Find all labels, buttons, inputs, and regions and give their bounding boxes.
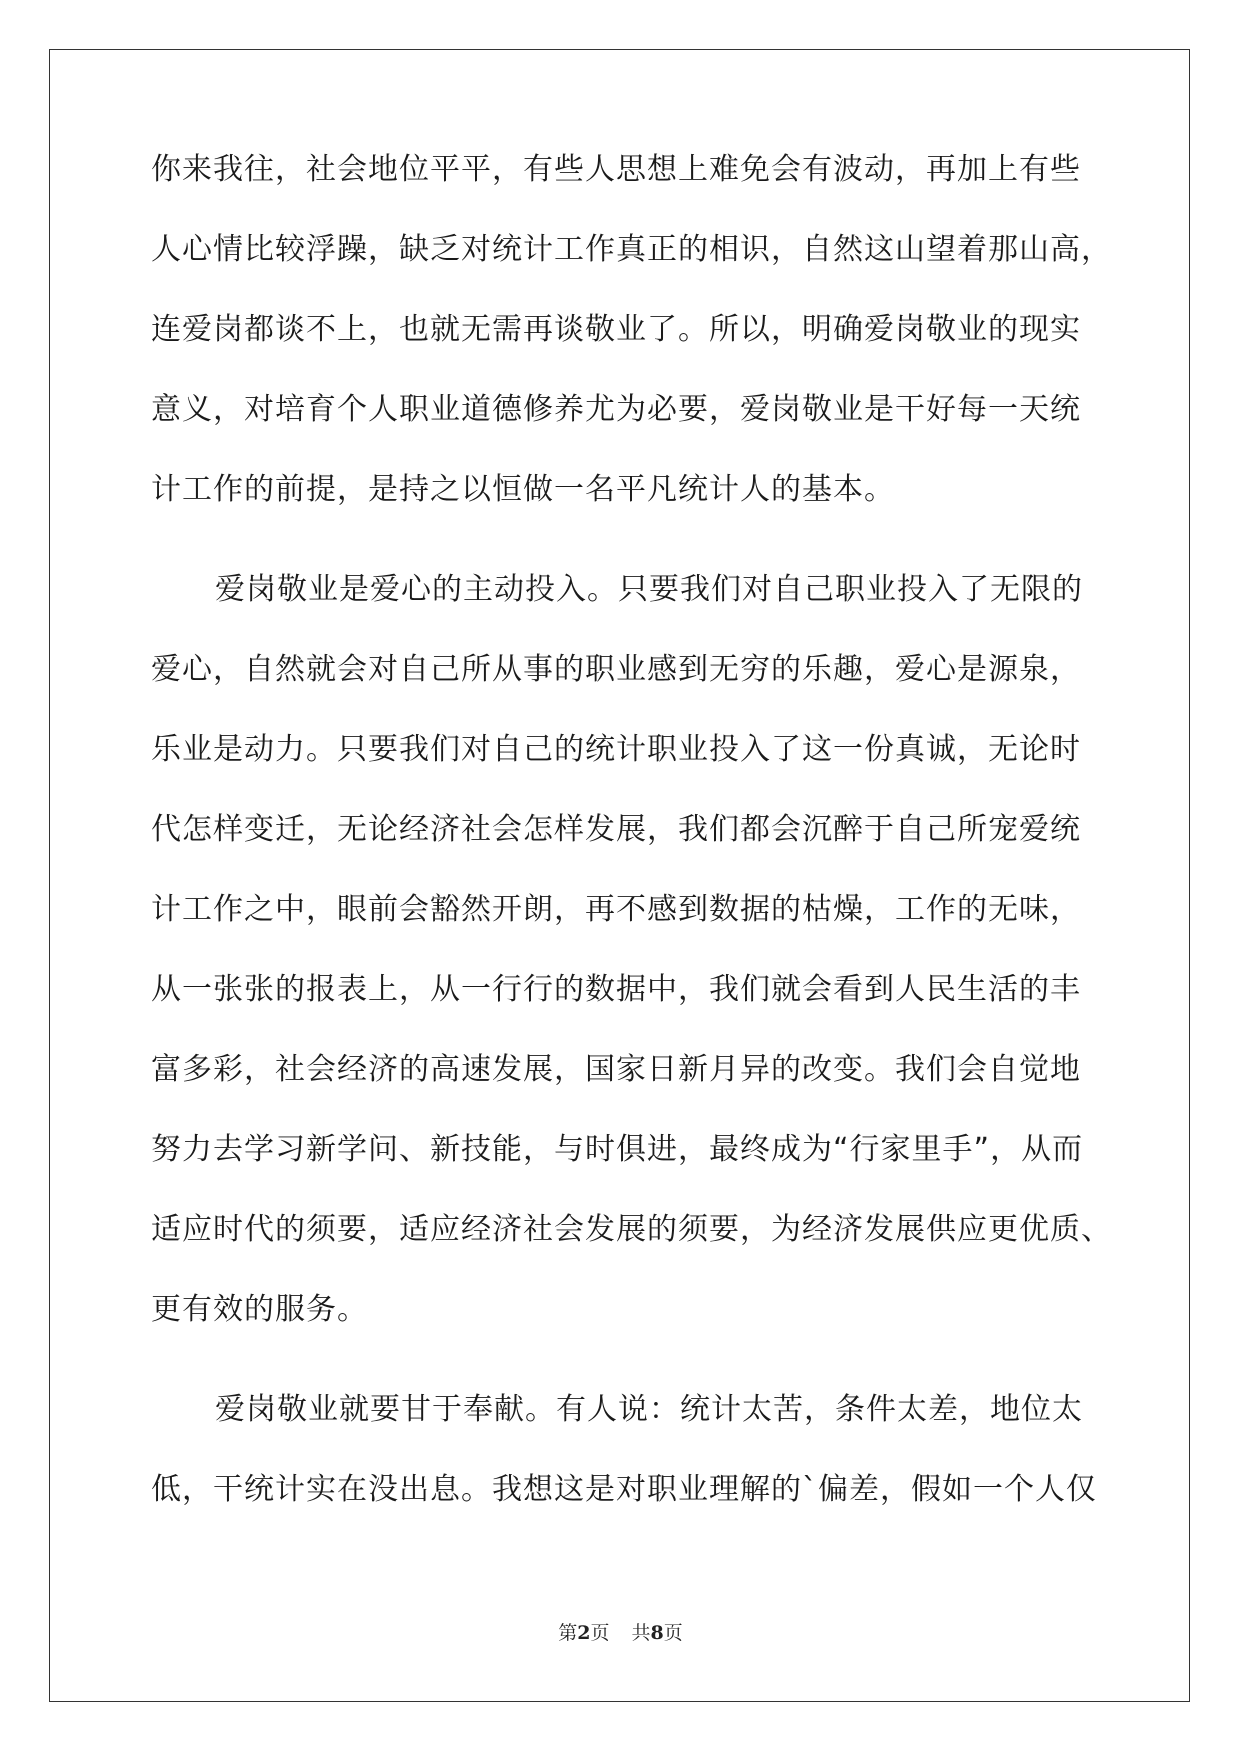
text-line: 更有效的服务。	[151, 1292, 368, 1327]
page-border	[49, 49, 1190, 1702]
footer-page-prefix: 第	[558, 1622, 578, 1644]
text-line: 乐业是动力。只要我们对自己的统计职业投入了这一份真诚，无论时	[151, 732, 1081, 767]
text-line: 你来我往，社会地位平平，有些人思想上难免会有波动，再加上有些	[151, 152, 1081, 187]
footer-total-suffix: 页	[663, 1622, 683, 1644]
current-page-number: 2	[577, 1622, 591, 1644]
text-line: 代怎样变迁，无论经济社会怎样发展，我们都会沉醉于自己所宠爱统	[151, 812, 1081, 847]
text-line: 连爱岗都谈不上，也就无需再谈敬业了。所以，明确爱岗敬业的现实	[151, 312, 1081, 347]
total-page-count: 8	[650, 1622, 664, 1644]
text-line: 人心情比较浮躁，缺乏对统计工作真正的相识，自然这山望着那山高，	[151, 232, 1112, 267]
text-line: 计工作之中，眼前会豁然开朗，再不感到数据的枯燥，工作的无味，	[151, 892, 1081, 927]
footer-total-prefix: 共	[631, 1622, 651, 1644]
text-line: 计工作的前提，是持之以恒做一名平凡统计人的基本。	[151, 472, 895, 507]
text-line: 意义，对培育个人职业道德修养尤为必要，爱岗敬业是干好每一天统	[151, 392, 1081, 427]
page-footer	[0, 1618, 1241, 1645]
footer-page-suffix: 页	[590, 1622, 610, 1644]
text-line: 努力去学习新学问、新技能，与时俱进，最终成为“行家里手”，从而	[151, 1132, 1084, 1167]
paragraph-start-line: 爱岗敬业是爱心的主动投入。只要我们对自己职业投入了无限的	[215, 572, 1083, 607]
text-line: 富多彩，社会经济的高速发展，国家日新月异的改变。我们会自觉地	[151, 1052, 1081, 1087]
text-line: 适应时代的须要，适应经济社会发展的须要，为经济发展供应更优质、	[151, 1212, 1112, 1247]
paragraph-start-line: 爱岗敬业就要甘于奉献。有人说：统计太苦，条件太差，地位太	[215, 1392, 1083, 1427]
text-line: 爱心，自然就会对自己所从事的职业感到无穷的乐趣，爱心是源泉，	[151, 652, 1081, 687]
text-line: 低，干统计实在没出息。我想这是对职业理解的`偏差，假如一个人仅	[151, 1472, 1097, 1507]
text-line: 从一张张的报表上，从一行行的数据中，我们就会看到人民生活的丰	[151, 972, 1081, 1007]
